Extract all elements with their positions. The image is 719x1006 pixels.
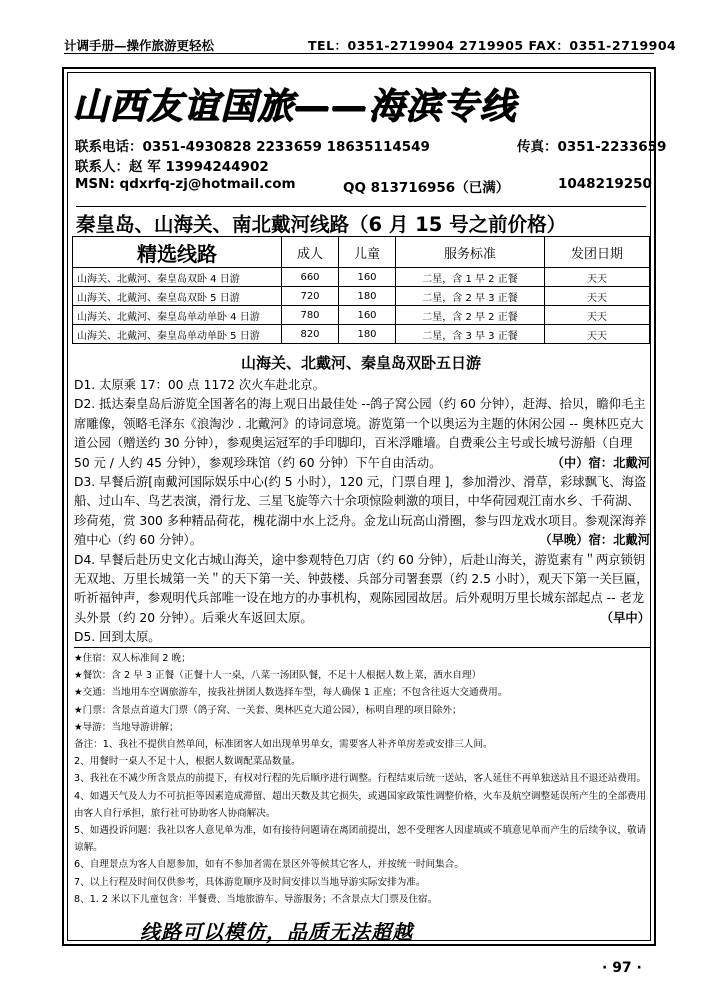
itinerary (74, 376, 650, 648)
col-header-route: 精选线路 (73, 237, 282, 268)
day-3 (74, 473, 650, 551)
main-title: 山西友谊国旅——海滨专线 (72, 86, 517, 127)
contact-msn: MSN: qdxrfq-zj@hotmail.com (75, 176, 296, 192)
cell-date: 天天 (545, 325, 650, 344)
note-item: 6、自理景点为客人自愿参加，如有不参加者需在景区外等候其它客人，并按统一时间集合。 (74, 859, 464, 871)
day-4 (74, 551, 650, 629)
header-left: 计调手册—操作旅游更轻松 (64, 38, 215, 53)
cell-route: 山海关、北戴河、秦皇岛双卧 5 日游 (73, 287, 282, 306)
cell-adult: 720 (282, 287, 339, 306)
note-item: 4、如遇天气及人力不可抗拒等因素造成滞留、超出天数及其它损失，或遇国家政策性调整价格，火车及航空调整延误所产生的全部费用由客人自行承担，旅行社可协助客人协商解决。 (74, 790, 647, 819)
cell-service: 二星，含 1 早 2 正餐 (396, 268, 545, 287)
table-row (73, 306, 650, 325)
cell-service: 二星，含 3 早 3 正餐 (396, 325, 545, 344)
note-item: 5、如遇投诉问题：我社以客人意见单为准，如有接待问题请在离团前提出，恕不受理客人因虚填或不填意见单而产生的后续争议，敬请谅解。 (74, 825, 647, 854)
col-header-child: 儿童 (339, 237, 396, 268)
slogan: 线路可以模仿，品质无法超越 (140, 920, 413, 944)
note-item: ★导游：当地导游讲解； (74, 721, 179, 733)
day-2-meals: （中）宿：北戴河 (551, 455, 650, 470)
cell-route: 山海关、北戴河、秦皇岛单动单卧 5 日游 (73, 325, 282, 344)
note-item: ★门票：含景点首道大门票（鸽子窝、一关套、奥林匹克大道公园），标明自理的项目除外； (74, 704, 462, 716)
notes (74, 647, 650, 908)
note-item: ★住宿：双人标准间 2 晚； (74, 653, 191, 664)
cell-service: 二星，含 2 早 2 正餐 (396, 306, 545, 325)
day-2 (74, 395, 650, 473)
cell-date: 天天 (545, 287, 650, 306)
note-item: 备注：1、我社不提供自然单间，标准团客人如出现单男单女，需要客人补齐单房差或安排三人间。 (74, 739, 493, 751)
cell-route: 山海关、北戴河、秦皇岛单动单卧 4 日游 (73, 306, 282, 325)
note-item: ★交通：当地用车空调旅游车，按我社拼团人数选择车型，每人确保 1 正座；不包含往返大交通费用。 (74, 687, 508, 699)
cell-date: 天天 (545, 268, 650, 287)
note-item: 7、以上行程及时间仅供参考，具体游览顺序及时间安排以当地导游实际安排为准。 (74, 876, 426, 888)
cell-service: 二星，含 2 早 3 正餐 (396, 287, 545, 306)
contact-phone: 联系电话：0351-4930828 2233659 18635114549 (75, 139, 430, 155)
price-table (72, 236, 650, 344)
note-item: 8、1. 2 米以下儿童包含：半餐费、当地旅游车、导游服务；不含景点大门票及住宿。 (74, 893, 438, 905)
day-1: D1. 太原乘 17：00 点 1172 次火车赴北京。 (74, 378, 325, 392)
contact-fax: 传真：0351-2233659 (517, 139, 667, 155)
cell-child: 160 (339, 306, 396, 325)
header-right: TEL：0351-2719904 2719905 FAX：0351-2719904 (308, 38, 677, 53)
table-row (73, 268, 650, 287)
contact-person: 联系人：赵 军 13994244902 (75, 159, 269, 175)
cell-route: 山海关、北戴河、秦皇岛双卧 4 日游 (73, 268, 282, 287)
day-3-text: D3. 早餐后游[南戴河国际娱乐中心(约 5 小时），120 元，门票自理 ]，参加滑沙、滑草，彩球飘飞、海盗船、过山车、鸟艺表演，滑行龙、三星飞旋等六十余项惊险刺激的项目，中华荷园观江南水乡、千荷湖、珍荷苑，赏 300 多种精品荷花，槐花湖中水上泛舟。金龙山玩高山滑圈，参与四龙戏水项目。参观深海养殖中心（约 60 分钟）。 (74, 475, 647, 548)
contact-qq: QQ 813716956（已满） (343, 180, 510, 196)
day-5: D5. 回到太原。 (74, 630, 161, 645)
note-item: ★餐饮：含 2 早 3 正餐（正餐十人一桌，八菜一汤团队餐，不足十人根据人数上菜，酒水自理） (74, 670, 482, 682)
cell-child: 160 (339, 268, 396, 287)
table-row (73, 325, 650, 344)
day-4-text: D4. 早餐后赴历史文化古城山海关，途中参观特色刀店（约 60 分钟），后赴山海关，游览素有＂两京锁钥无双地、万里长城第一关＂的天下第一关、钟鼓楼、兵部分司署套票（约 2.5 小时），观天下第一关巨匾，听祈福钟声，参观明代兵部唯一设在地方的办事机构，观陈园园故居。后外观明万里长城东部起点 -- 老龙头外景（约 20 分钟）。后乘火车返回太原。 (74, 552, 649, 625)
table-row (73, 287, 650, 306)
note-item: 3、我社在不减少所含景点的前提下，有权对行程的先后顺序进行调整。行程结束后统一送站，客人延住不再单独送站且不退还站费用。 (74, 773, 647, 785)
cell-date: 天天 (545, 306, 650, 325)
cell-child: 180 (339, 325, 396, 344)
cell-adult: 780 (282, 306, 339, 325)
table-header-row (73, 237, 650, 268)
day-4-meals: （早中） (600, 610, 650, 625)
cell-adult: 660 (282, 268, 339, 287)
header-rule (64, 53, 654, 54)
day-3-meals: （早晚）宿：北戴河 (539, 533, 650, 548)
page-header (64, 34, 677, 54)
col-header-service: 服务标准 (396, 237, 545, 268)
note-item: 2、用餐时一桌人不足十人，根据人数调配菜品数量。 (74, 756, 301, 768)
day-2-text: D2. 抵达秦皇岛后游览全国著名的海上观日出最佳处 --鸽子窝公园（约 60 分钟），赶海、拾贝，瞻仰毛主席雕像，领略毛泽东《浪淘沙 . 北戴河》的诗词意境。游览第一个以奥运为主题的休闲公园 -- 奥林匹克大道公园（赠送约 30 分钟），参观奥运冠军的手印脚印，百米浮雕墙。自费乘公主号或长城号游船（自理 50 元 / 人约 45 分钟），参观珍珠馆（约 60 分钟）下午自由活动。 (74, 397, 646, 470)
cell-adult: 820 (282, 325, 339, 344)
col-header-adult: 成人 (282, 237, 339, 268)
page-number: · 97 · (602, 960, 642, 976)
itinerary-title: 山海关、北戴河、秦皇岛双卧五日游 (240, 354, 481, 372)
route-title: 秦皇岛、山海关、南北戴河线路（6 月 15 号之前价格） (76, 206, 646, 237)
contact-qq2: 1048219250 (558, 176, 652, 192)
col-header-date: 发团日期 (545, 237, 650, 268)
cell-child: 180 (339, 287, 396, 306)
